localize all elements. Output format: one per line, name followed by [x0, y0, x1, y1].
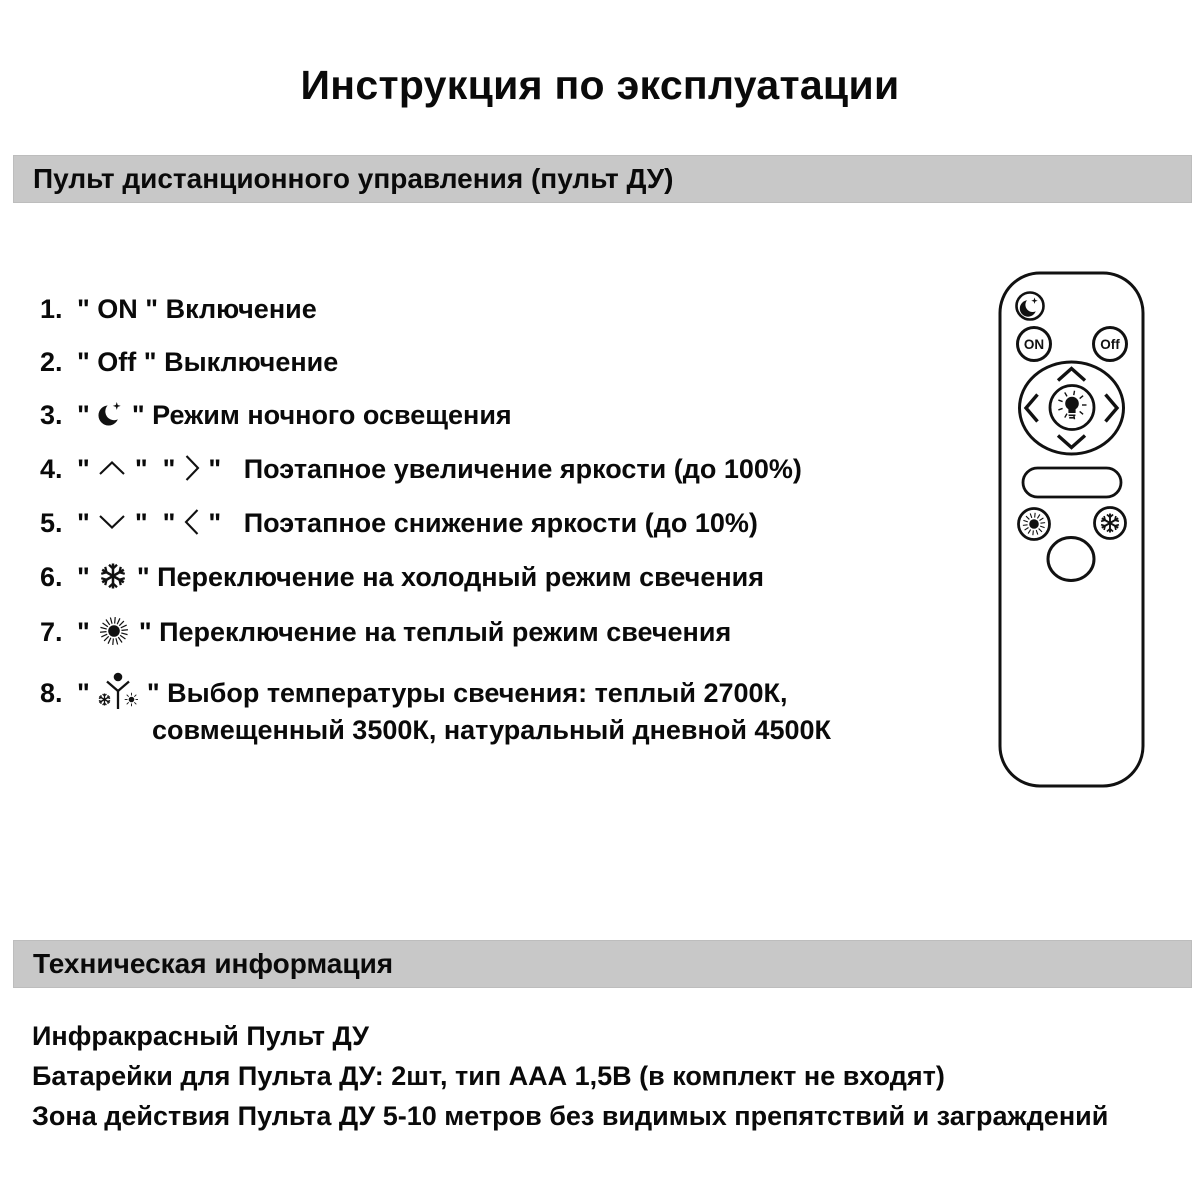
list-item	[40, 563, 960, 594]
chevron-right-icon	[184, 454, 200, 482]
item-text: "	[77, 454, 98, 485]
item-text: " Режим ночного освещения	[124, 400, 512, 430]
item-text: " "	[127, 454, 183, 485]
list-item	[40, 674, 960, 745]
sun-icon	[98, 615, 130, 647]
page-title: Инструкция по эксплуатации	[300, 62, 900, 108]
chevron-left-icon	[184, 508, 200, 536]
section-header-tech-label: Техническая информация	[33, 948, 394, 979]
section-header-remote-label: Пульт дистанционного управления (пульт ДУ)	[33, 163, 674, 194]
item-number: 5.	[40, 508, 63, 539]
item-text: "	[77, 617, 98, 648]
list-item	[40, 455, 960, 485]
temperature-select-icon	[98, 671, 138, 713]
remote-control-figure	[995, 270, 1150, 790]
chevron-up-icon	[98, 460, 126, 476]
item-number: 3.	[40, 400, 63, 430]
item-text: "	[77, 562, 98, 593]
item-text: " ON " Включение	[77, 294, 317, 324]
section-header-tech	[13, 940, 1192, 988]
item-text: "	[77, 678, 98, 709]
off-button-label: Off	[1100, 337, 1120, 352]
item-number: 6.	[40, 562, 63, 593]
item-number: 8.	[40, 678, 63, 709]
tech-info-line: Инфракрасный Пульт ДУ	[32, 1021, 369, 1051]
snowflake-icon	[98, 561, 128, 591]
moon-icon	[98, 399, 123, 428]
tech-info-line: Батарейки для Пульта ДУ: 2шт, тип ААА 1,5В (в комплект не входят)	[32, 1061, 945, 1091]
item-text: " Выбор температуры свечения: теплый 2700К,	[139, 678, 788, 709]
tech-info-line: Зона действия Пульта ДУ 5-10 метров без видимых препятствий и заграждений	[32, 1101, 1109, 1131]
remote-functions-list	[40, 295, 960, 769]
list-item	[40, 509, 960, 539]
item-text: " Переключение на холодный режим свечения	[129, 562, 765, 593]
list-item	[40, 618, 960, 650]
item-number: 4.	[40, 454, 63, 485]
item-text-continuation: совмещенный 3500К, натуральный дневной 4500К	[152, 715, 831, 745]
item-text: "	[77, 508, 98, 539]
item-text: " "	[127, 508, 183, 539]
remote-body	[1000, 273, 1143, 786]
item-text: " Переключение на теплый режим свечения	[131, 617, 732, 648]
list-item	[40, 348, 960, 377]
chevron-down-icon	[98, 514, 126, 530]
tech-info	[32, 1022, 1182, 1142]
item-number: 7.	[40, 617, 63, 648]
item-number: 2.	[40, 347, 63, 377]
item-number: 1.	[40, 294, 63, 324]
item-text: " Off " Выключение	[77, 347, 339, 377]
list-item	[40, 401, 960, 431]
item-text: " Поэтапное увеличение яркости (до 100%)	[200, 454, 802, 485]
item-text: "	[77, 400, 98, 430]
list-item	[40, 295, 960, 324]
item-text: " Поэтапное снижение яркости (до 10%)	[200, 508, 758, 539]
section-header-remote	[13, 155, 1192, 203]
on-button-label: ON	[1023, 337, 1045, 352]
